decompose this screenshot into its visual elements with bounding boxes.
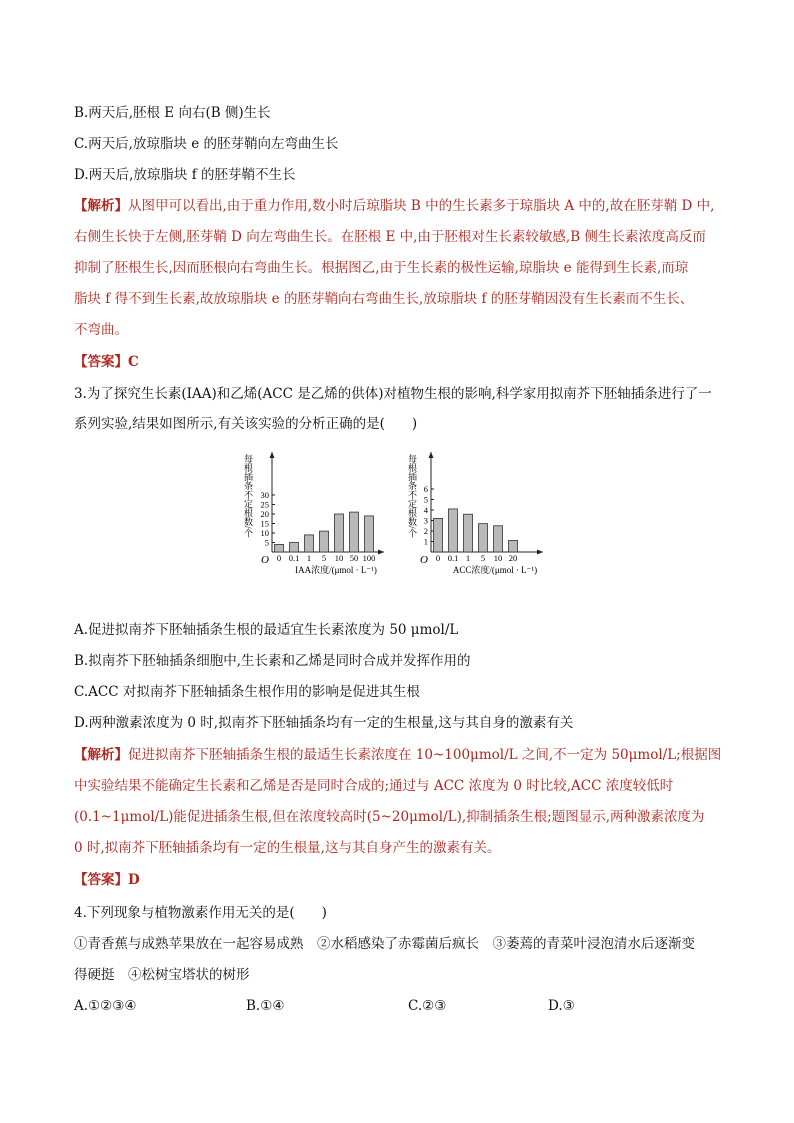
x-tick-label: 0	[435, 553, 441, 563]
x-axis-label: IAA浓度/(μmol · L⁻¹)	[295, 565, 377, 575]
q2-option-d: D.两天后,放琼脂块 f 的胚芽鞘不生长	[74, 167, 296, 183]
bar	[305, 535, 314, 552]
q3-answer: 【答案】D	[74, 872, 140, 888]
x-tick-label: 1	[306, 553, 312, 563]
y-tick-label: 5	[264, 537, 269, 548]
y-axis-label: 每根插条不定根数/个	[243, 454, 253, 538]
q2-analysis-line-4: 脂块 f 得不到生长素,故放琼脂块 e 的胚芽鞘向右弯曲生长,放琼脂块 f 的胚芽鞘因没有生长素而不生长、	[74, 291, 694, 307]
q2-option-c: C.两天后,放琼脂块 e 的胚芽鞘向左弯曲生长	[74, 136, 339, 152]
bar	[335, 514, 344, 552]
x-tick-label: 5	[480, 553, 486, 563]
y-tick-label: 10	[260, 528, 269, 538]
y-tick-label: 3	[423, 515, 428, 526]
x-tick-label: 0.1	[447, 553, 459, 563]
q2-analysis-line-3: 抑制了胚根生长,因而胚根向右弯曲生长。根据图乙,由于生长素的极性运输,琼脂块 e 能得到生长素,而琼	[74, 260, 689, 276]
q3-figure	[230, 440, 560, 588]
q3-analysis-line-3: (0.1~1μmol/L)能促进插条生根,但在浓度较高时(5~20μmol/L),抑制插条生根;题图显示,两种激素浓度为	[74, 809, 705, 825]
q2-analysis-line-2: 右侧生长快于左侧,胚芽鞘 D 向左弯曲生长。在胚根 E 中,由于胚根对生长素较敏感,B 侧生长素浓度高反而	[74, 229, 706, 245]
bar	[290, 543, 299, 553]
y-axis-arrow	[429, 452, 434, 458]
y-tick-label: 6	[423, 484, 428, 494]
bar	[320, 531, 329, 552]
origin-label: O	[261, 554, 269, 566]
q3-stem-line-1: 3.为了探究生长素(IAA)和乙烯(ACC 是乙烯的供体)对植物生根的影响,科学家用拟南芥下胚轴插条进行了一	[74, 386, 712, 402]
q3-option-c: C.ACC 对拟南芥下胚轴插条生根作用的影响是促进其生根	[74, 684, 420, 700]
x-tick-label: 10	[493, 553, 503, 563]
y-tick-label: 5	[423, 494, 428, 505]
analysis-tag: 【解析】	[74, 747, 128, 763]
x-tick-label: 5	[321, 553, 327, 563]
bar	[464, 514, 473, 552]
q4-option-b: B.①④	[246, 998, 285, 1014]
y-tick-label: 30	[260, 490, 269, 500]
x-axis-label: ACC浓度/(μmol · L⁻¹)	[452, 565, 538, 575]
y-tick-label: 2	[423, 526, 428, 536]
bar	[509, 540, 518, 552]
bar	[449, 509, 458, 552]
y-tick-label: 20	[260, 509, 269, 519]
iaa-chart	[243, 452, 384, 575]
y-axis-label: 每根插条不定根数/个	[407, 454, 417, 538]
x-tick-label: 20	[508, 553, 518, 563]
q2-answer: 【答案】C	[74, 354, 139, 370]
y-tick-label: 4	[423, 505, 428, 515]
x-axis-arrow	[378, 550, 384, 555]
x-tick-label: 0.1	[288, 553, 300, 563]
bar	[365, 516, 374, 552]
q3-analysis-line-2: 中实验结果不能确定生长素和乙烯是否是同时合成的;通过与 ACC 浓度为 0 时比较,ACC 浓度较低时	[74, 778, 674, 794]
q4-items-line-1: ①青香蕉与成熟苹果放在一起容易成熟 ②水稻感染了赤霉菌后疯长 ③萎蔫的青菜叶浸泡清水后逐渐变	[74, 936, 695, 952]
acc-chart	[407, 452, 543, 575]
x-tick-label: 0	[276, 553, 282, 563]
bar	[350, 512, 359, 552]
q3-option-a: A.促进拟南芥下胚轴插条生根的最适宜生长素浓度为 50 μmol/L	[74, 622, 459, 638]
q2-analysis-line-1: 【解析】从图甲可以看出,由于重力作用,数小时后琼脂块 B 中的生长素多于琼脂块 A 中的,故在胚芽鞘 D 中,	[74, 198, 715, 214]
bar	[434, 518, 443, 552]
bar	[275, 544, 284, 552]
q3-analysis-line-1: 【解析】促进拟南芥下胚轴插条生根的最适生长素浓度在 10~100μmol/L 之间,不一定为 50μmol/L;根据图	[74, 747, 722, 763]
y-tick-label: 1	[423, 536, 428, 547]
origin-label: O	[420, 554, 428, 566]
bar	[479, 524, 488, 552]
q3-analysis-line-4: 0 时,拟南芥下胚轴插条均有一定的生根量,这与其自身产生的激素有关。	[74, 840, 501, 856]
x-tick-label: 1	[465, 553, 471, 563]
q4-option-c: C.②③	[408, 998, 447, 1014]
q4-option-d: D.③	[548, 998, 575, 1014]
y-tick-label: 15	[260, 518, 269, 529]
x-tick-label: 100	[362, 553, 376, 563]
q4-option-a: A.①②③④	[74, 998, 137, 1014]
x-axis-arrow	[537, 550, 543, 555]
q3-stem-line-2: 系列实验,结果如图所示,有关该实验的分析正确的是( )	[74, 416, 418, 432]
q3-option-d: D.两种激素浓度为 0 时,拟南芥下胚轴插条均有一定的生根量,这与其自身的激素有关	[74, 715, 574, 731]
q4-stem: 4.下列现象与植物激素作用无关的是( )	[74, 905, 327, 921]
q4-items-line-2: 得硬挺 ④松树宝塔状的树形	[74, 967, 250, 983]
q3-option-b: B.拟南芥下胚轴插条细胞中,生长素和乙烯是同时合成并发挥作用的	[74, 653, 471, 669]
y-tick-label: 25	[260, 499, 269, 510]
analysis-tag: 【解析】	[74, 198, 128, 214]
bar	[494, 526, 503, 552]
q2-option-b: B.两天后,胚根 E 向右(B 侧)生长	[74, 105, 271, 121]
x-tick-label: 10	[334, 553, 344, 563]
q2-analysis-line-5: 不弯曲。	[74, 322, 128, 338]
x-tick-label: 50	[349, 553, 359, 563]
y-axis-arrow	[270, 452, 275, 458]
